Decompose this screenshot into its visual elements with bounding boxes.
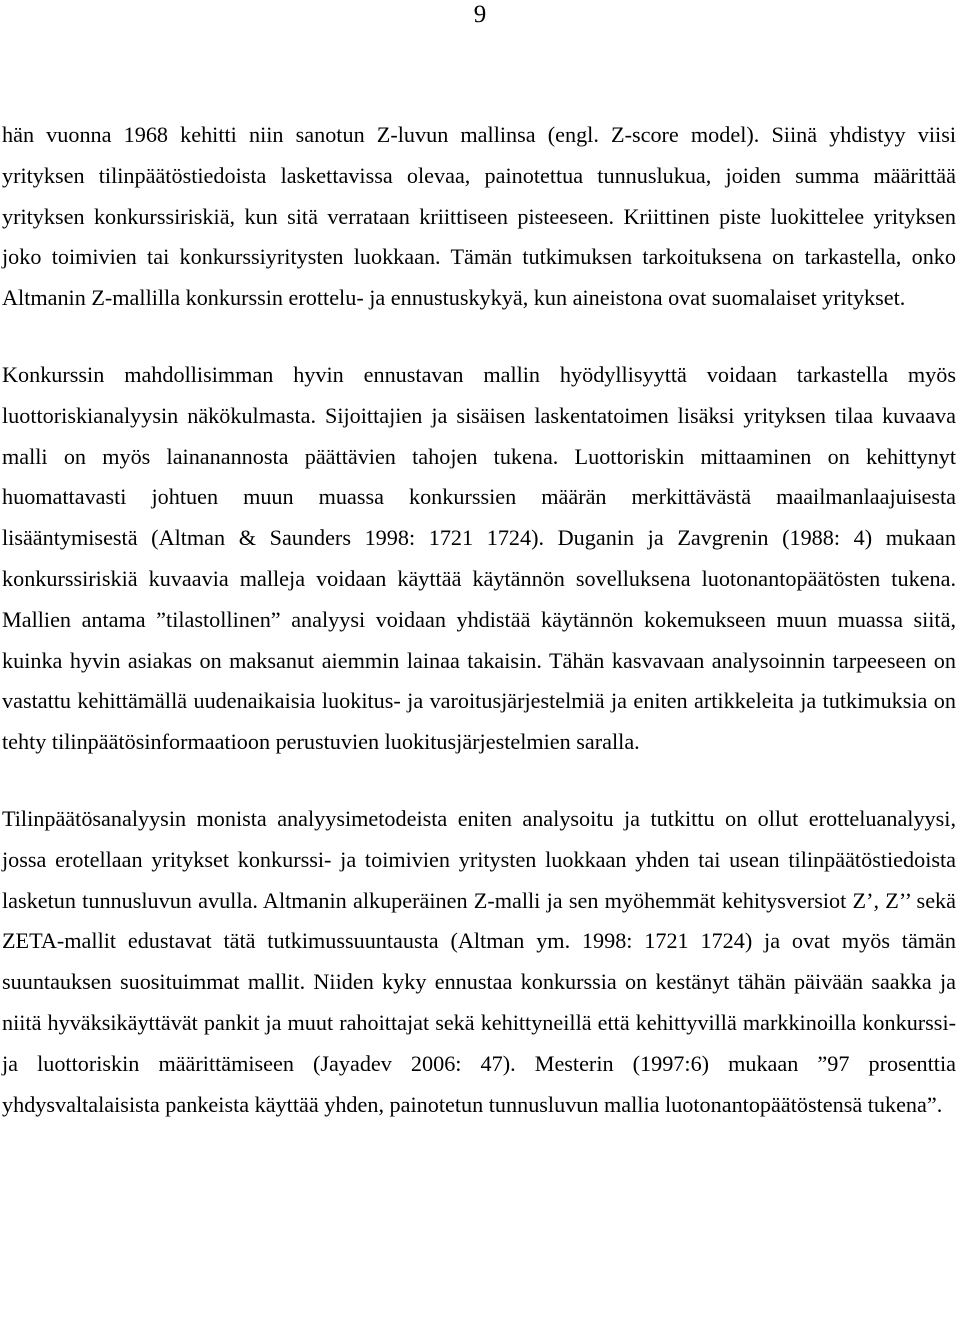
document-body xyxy=(2,115,956,1125)
paragraph-2: Konkurssin mahdollisimman hyvin ennustavan mallin hyödyllisyyttä voidaan tarkastella myös luottoriskianalyysin näkökulmasta. Sijoittajien ja sisäisen laskentatoimen lisäksi yrityksen tilaa kuvaava malli on myös lainanannosta päättävien tahojen tukena. Luottoriskin mittaaminen on kehittynyt huomattavasti johtuen muun muassa konkurssien määrän merkittävästä maailmanlaajuisesta lisääntymisestä (Altman & Saunders 1998: 1721 1724). Duganin ja Zavgrenin (1988: 4) mukaan konkurssiriskiä kuvaavia malleja voidaan käyttää käytännön sovelluksena luotonantopäätösten tukena. Mallien antama ”tilastollinen” analyysi voidaan yhdistää käytännön kokemukseen muun muassa siitä, kuinka hyvin asiakas on maksanut aiemmin lainaa takaisin. Tähän kasvavaan analysoinnin tarpeeseen on vastattu kehittämällä uudenaikaisia luokitus- ja varoitusjärjestelmiä ja eniten artikkeleita ja tutkimuksia on tehty tilinpäätösinformaatioon perustuvien luokitusjärjestelmien saralla. xyxy=(2,361,956,755)
page-number: 9 xyxy=(473,1,487,28)
paragraph-3: Tilinpäätösanalyysin monista analyysimetodeista eniten analysoitu ja tutkittu on ollut erotteluanalyysi, jossa erotellaan yritykset konkurssi- ja toimivien yritysten luokkaan yhden tai usean tilinpäätöstiedoista lasketun tunnusluvun avulla. Altmanin alkuperäinen Z-malli ja sen myöhemmät kehitysversiot Z’, Z’’ sekä ZETA-mallit edustavat tätä tutkimussuuntausta (Altman ym. 1998: 1721 1724) ja ovat myös tämän suuntauksen suosituimmat mallit. Niiden kyky ennustaa konkurssia on kestänyt tähän päivään saakka ja niitä hyväksikäyttävät pankit ja muut rahoittajat sekä kehittyneillä että kehittyvillä markkinoilla konkurssi- ja luottoriskin määrittämiseen (Jayadev 2006: 47). Mesterin (1997:6) mukaan ”97 prosenttia yhdysvaltalaisista pankeista käyttää yhden, painotetun tunnusluvun mallia luotonantopäätöstensä tukena”. xyxy=(2,805,956,1117)
paragraph-1: hän vuonna 1968 kehitti niin sanotun Z-luvun mallinsa (engl. Z-score model). Siinä yhdistyy viisi yrityksen tilinpäätöstiedoista laskettavissa olevaa, painotettua tunnuslukua, joiden summa määrittää yrityksen konkurssiriskiä, kun sitä verrataan kriittiseen pisteeseen. Kriittinen piste luokittelee yrityksen joko toimivien tai konkurssiyritysten luokkaan. Tämän tutkimuksen tarkoituksena on tarkastella, onko Altmanin Z-mallilla konkurssin erottelu- ja ennustuskykyä, kun aineistona ovat suomalaiset yritykset. xyxy=(2,122,956,311)
